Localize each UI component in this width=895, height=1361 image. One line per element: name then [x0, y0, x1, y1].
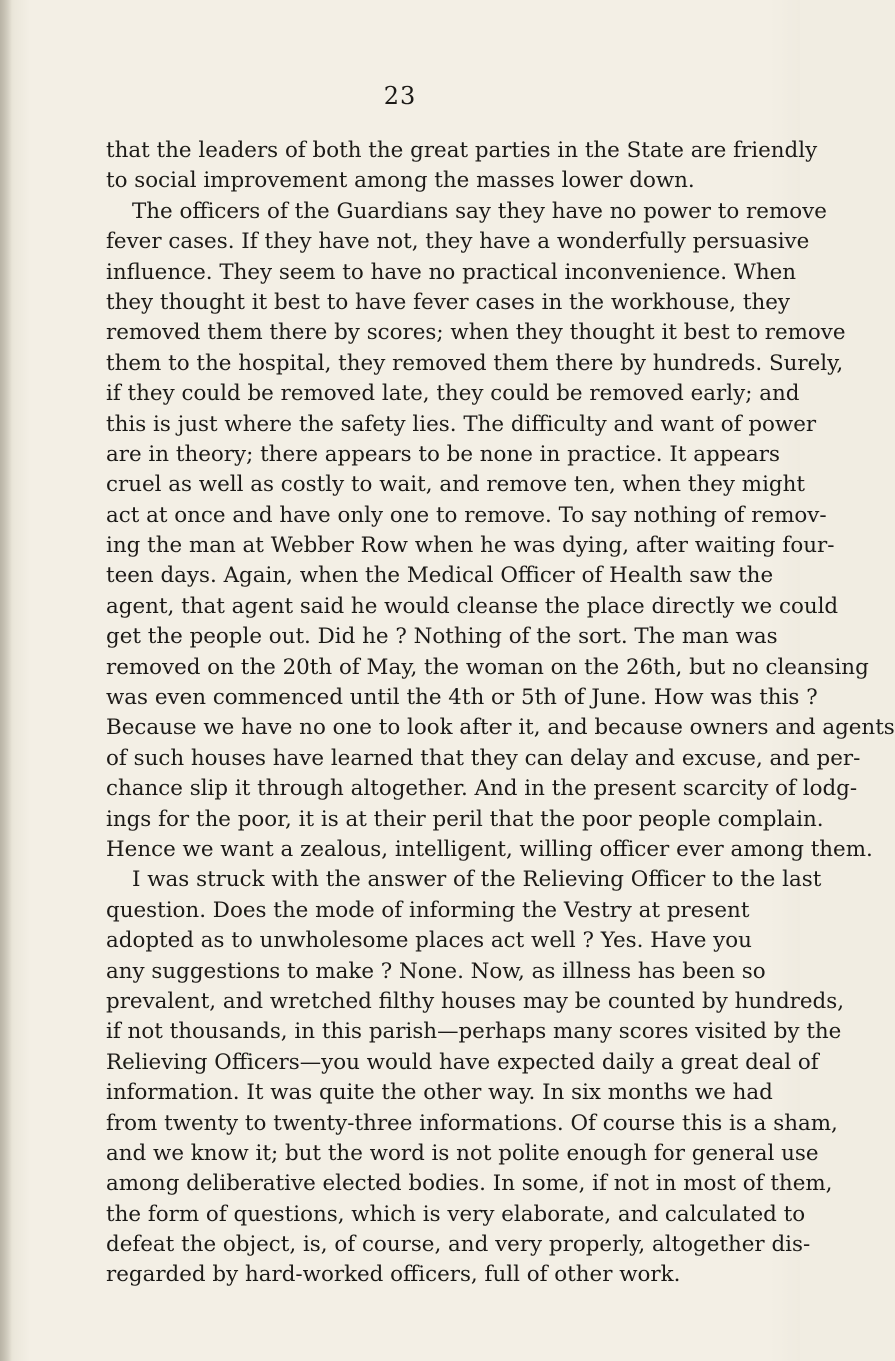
page-number: 23	[383, 82, 417, 110]
binding-shadow	[0, 0, 12, 1361]
text-line: ing the man at Webber Row when he was dying, after waiting four-	[106, 533, 835, 559]
text-line: information. It was quite the other way. In six months we had	[106, 1080, 773, 1106]
text-line: fever cases. If they have not, they have a wonderfully persuasive	[106, 229, 810, 255]
text-line: regarded by hard-worked officers, full of other work.	[106, 1262, 681, 1288]
text-line: this is just where the safety lies. The difficulty and want of power	[106, 411, 817, 437]
text-line: among deliberative elected bodies. In some, if not in most of them,	[106, 1171, 833, 1197]
text-line: Hence we want a zealous, intelligent, willing officer ever among them.	[106, 836, 873, 862]
body-text	[106, 136, 895, 1291]
text-line: any suggestions to make ? None. Now, as illness has been so	[106, 958, 766, 984]
text-line: to social improvement among the masses lower down.	[106, 168, 695, 194]
text-line: removed on the 20th of May, the woman on the 26th, but no cleansing	[106, 654, 869, 680]
text-line: defeat the object, is, of course, and very properly, altogether dis-	[106, 1232, 811, 1258]
text-line: that the leaders of both the great parties in the State are friendly	[106, 138, 818, 163]
text-line: from twenty to twenty-three informations. Of course this is a sham,	[106, 1110, 838, 1136]
text-line: removed them there by scores; when they thought it best to remove	[106, 320, 846, 346]
text-line: adopted as to unwholesome places act well ? Yes. Have you	[106, 928, 752, 954]
text-line: Relieving Officers—you would have expected daily a great deal of	[106, 1049, 819, 1075]
text-line: The officers of the Guardians say they have no power to remove	[132, 198, 827, 224]
text-line: teen days. Again, when the Medical Officer of Health saw the	[106, 563, 774, 589]
text-line: get the people out. Did he ? Nothing of the sort. The man was	[106, 624, 778, 650]
text-line: ings for the poor, it is at their peril that the poor people complain.	[106, 806, 824, 832]
text-line: prevalent, and wretched filthy houses may be counted by hundreds,	[106, 988, 844, 1014]
text-line: and we know it; but the word is not polite enough for general use	[106, 1140, 819, 1166]
text-line: are in theory; there appears to be none in practice. It appears	[106, 441, 781, 467]
text-line: them to the hospital, they removed them there by hundreds. Surely,	[106, 350, 844, 376]
text-line: if not thousands, in this parish—perhaps many scores visited by the	[106, 1019, 842, 1045]
text-line: I was struck with the answer of the Relieving Officer to the last	[132, 867, 822, 893]
text-line: cruel as well as costly to wait, and remove ten, when they might	[106, 472, 805, 498]
text-line: influence. They seem to have no practical inconvenience. When	[106, 259, 797, 285]
text-line: was even commenced until the 4th or 5th of June. How was this ?	[106, 685, 818, 711]
text-line: they thought it best to have fever cases in the workhouse, they	[106, 289, 791, 315]
text-line: if they could be removed late, they could be removed early; and	[106, 381, 800, 407]
text-line: agent, that agent said he would cleanse the place directly we could	[106, 593, 839, 619]
text-line: chance slip it through altogether. And in the present scarcity of lodg-	[106, 776, 858, 802]
text-line: the form of questions, which is very elaborate, and calculated to	[106, 1201, 806, 1227]
text-line: of such houses have learned that they can delay and excuse, and per-	[106, 745, 861, 771]
text-line: Because we have no one to look after it, and because owners and agents	[106, 715, 895, 741]
text-line: act at once and have only one to remove. To say nothing of remov-	[106, 502, 827, 528]
text-line: question. Does the mode of informing the Vestry at present	[106, 897, 750, 923]
